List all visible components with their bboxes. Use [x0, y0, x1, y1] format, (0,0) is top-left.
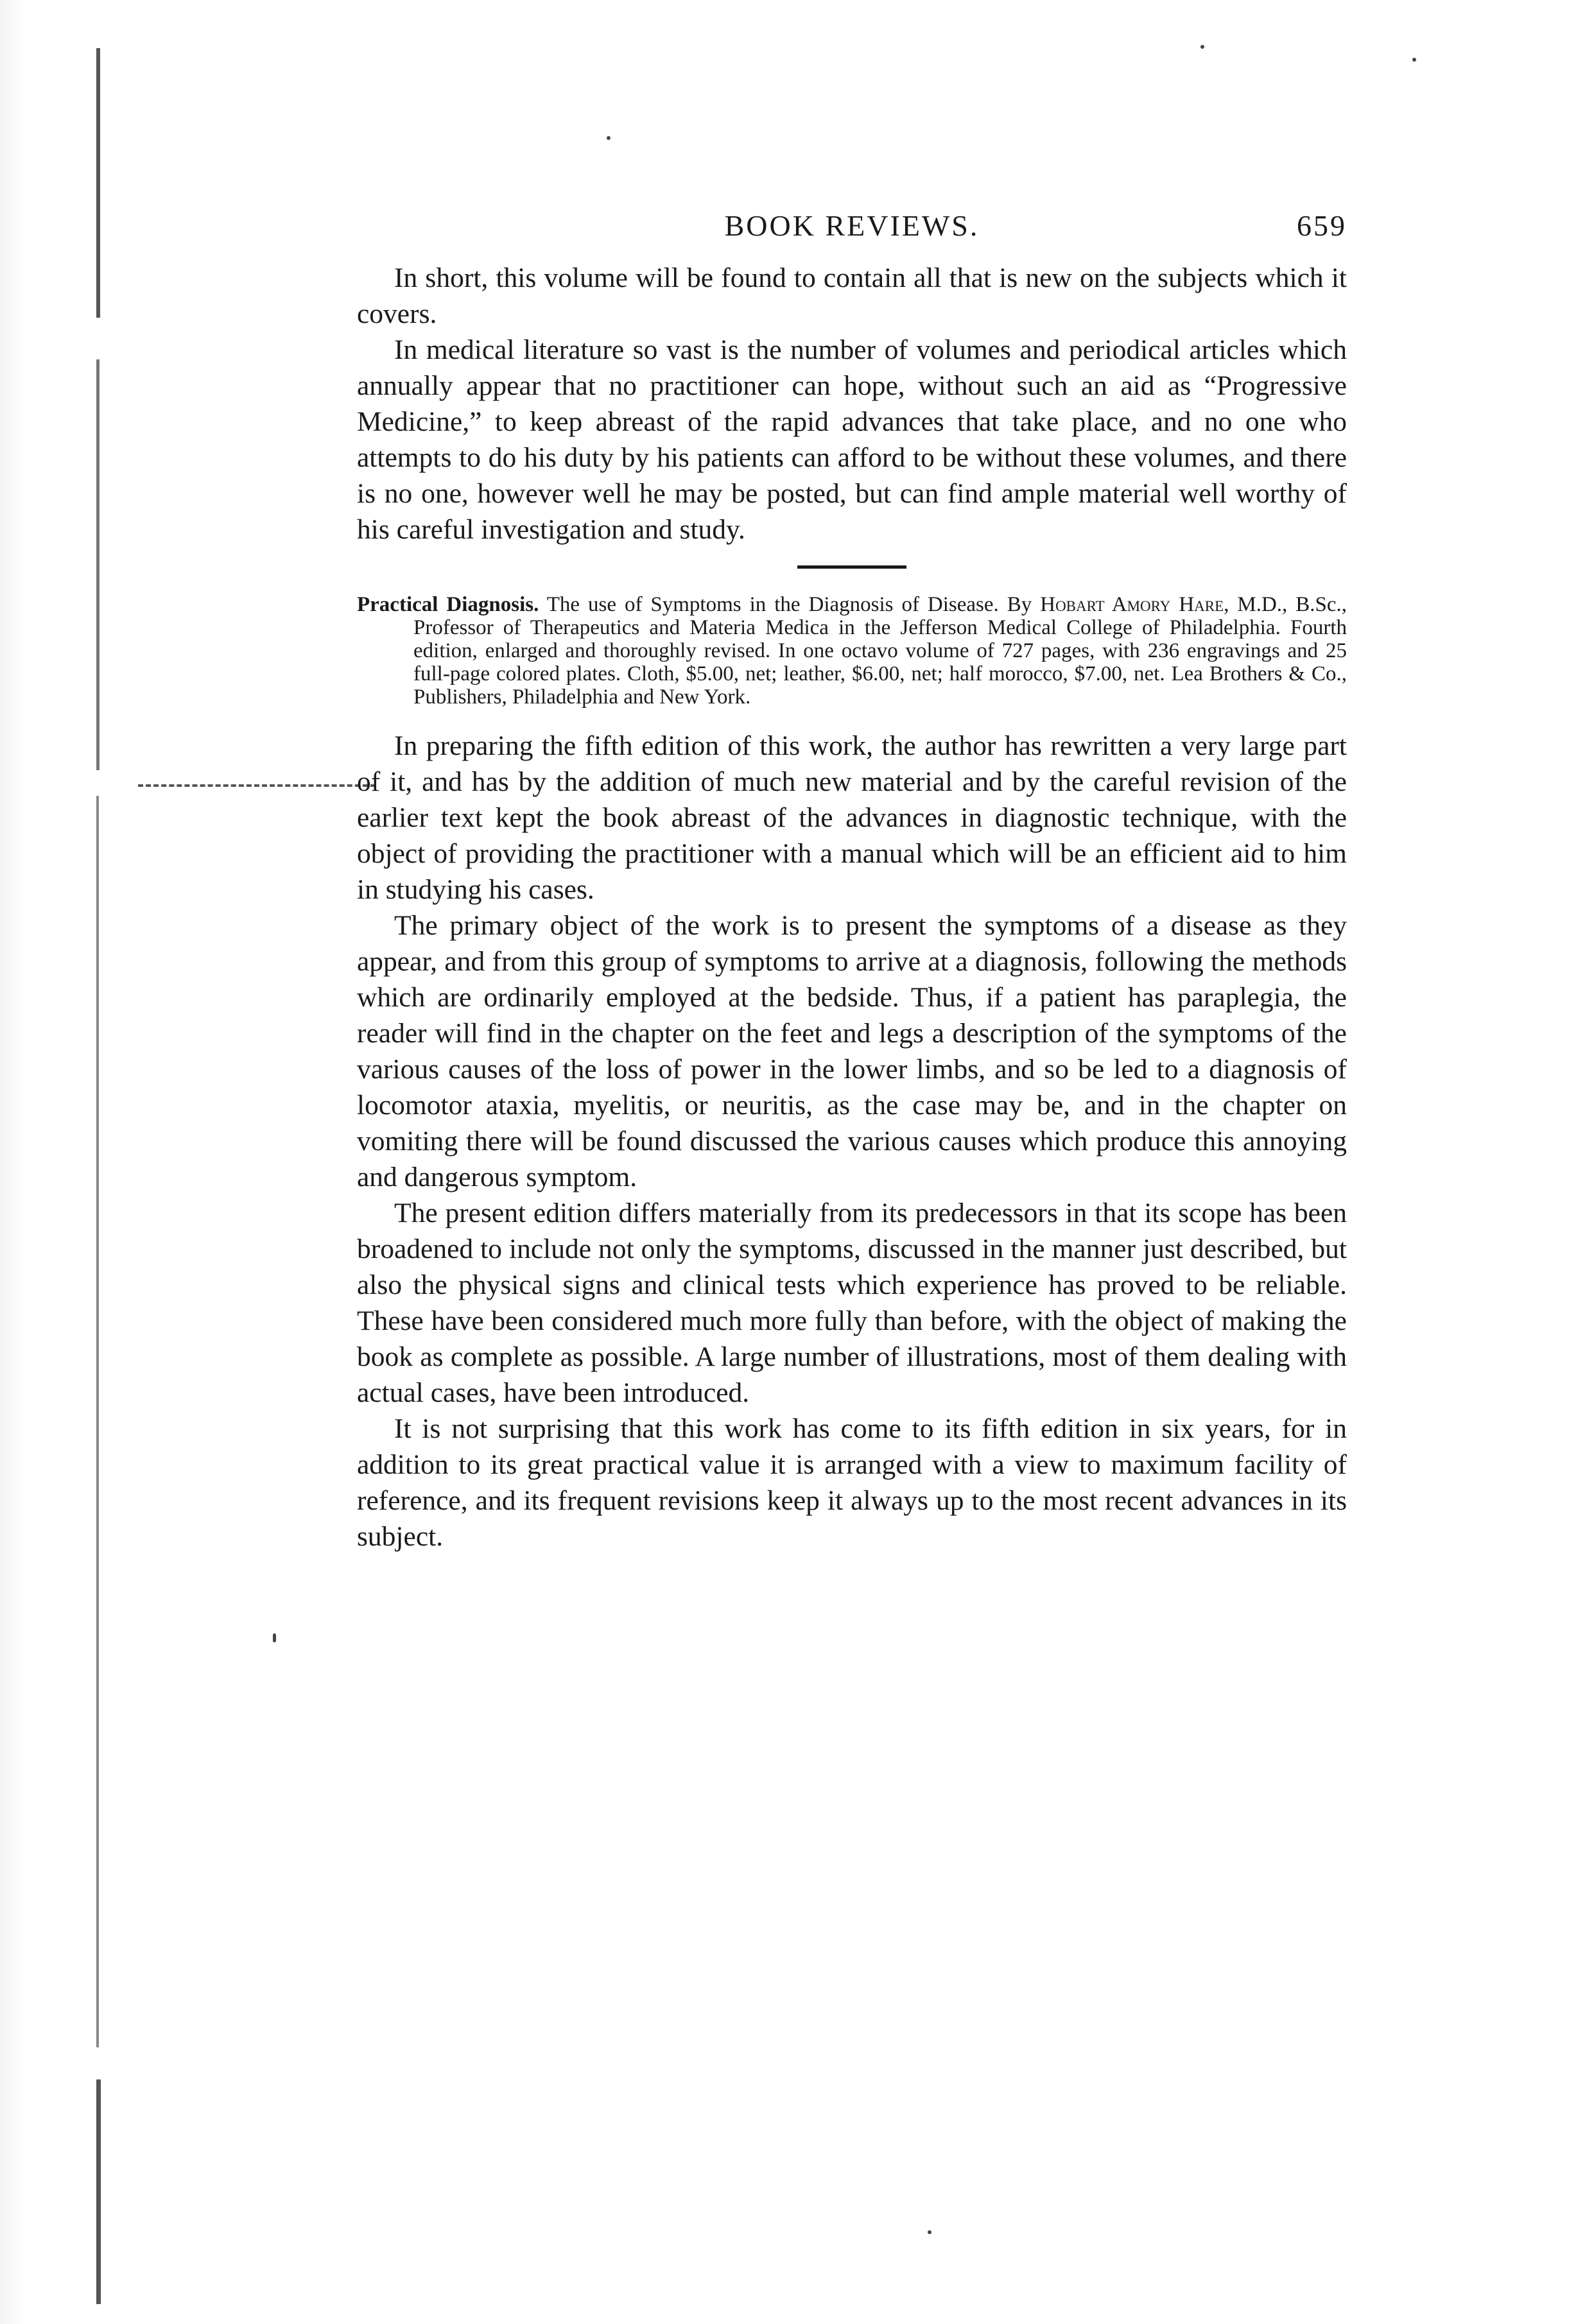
running-head-title: BOOK REVIEWS.	[724, 209, 980, 242]
author-details: , M.D., B.Sc., Professor of Therapeutics and Materia Medica in the Jefferson Medical College of Philadelphia. Fourth edition, enlarged and thoroughly revised. In one octavo volume of 727 pages, with 236 engravings and 25 full-page colored plates. Cloth, $5.00, net; leather, $6.00, net; half morocco, $7.00, net. Lea Brothers & Co., Publishers, Philadelphia and New York.	[413, 593, 1347, 709]
paragraph: In preparing the fifth edition of this work, the author has rewritten a very large part of it, and has by the addition of much new material and by the careful revision of the earlier text kept the book abreast of the advances in diagnostic technique, with the object of providing the practitioner with a manual which will be an efficient aid to him in studying his cases.	[357, 730, 1347, 905]
author-name: Hobart Amory Hare	[1040, 593, 1224, 616]
paragraph: In medical literature so vast is the number of volumes and periodical articles which annually appear that no practitioner can hope, without such an aid as “Progressive Medicine,” to keep abreast of the rapid advances that take place, and no one who attempts to do his duty by his patients can afford to be without these volumes, and there is no one, however well he may be posted, but can find ample material well worthy of his careful investigation and study.	[357, 334, 1347, 545]
print-speck	[1412, 58, 1416, 62]
paragraph: The present edition differs materially from its predecessors in that its scope has been broadened to include not only the symptoms, discussed in the manner just described, but also the physical signs and clinical tests which experience has proved to be reliable. These have been considered much more fully than before, with the object of making the book as complete as possible. A large number of illustrations, most of them dealing with actual cases, have been introduced.	[357, 1198, 1347, 1408]
print-speck	[928, 2230, 931, 2234]
book-citation	[357, 593, 1347, 709]
book-title: Practical Diagnosis.	[357, 593, 539, 616]
print-speck	[607, 136, 611, 140]
print-speck	[273, 1633, 276, 1642]
binding-edge	[0, 0, 26, 2324]
gutter-shadow	[96, 796, 99, 2047]
dashed-margin-mark	[138, 784, 376, 787]
book-subtitle: The use of Symptoms in the Diagnosis of Disease. By	[546, 593, 1032, 616]
page-content	[357, 209, 1347, 1554]
page-number: 659	[1297, 209, 1347, 242]
gutter-shadow	[96, 48, 100, 318]
section-divider	[797, 565, 906, 569]
print-speck	[1200, 45, 1204, 49]
running-head	[357, 209, 1347, 260]
paragraph: It is not surprising that this work has come to its fifth edition in six years, for in addition to its great practical value it is arranged with a view to maximum facility of reference, and its frequent revisions keep it always up to the most recent advances in its subject.	[357, 1413, 1347, 1552]
paragraph: The primary object of the work is to present the symptoms of a disease as they appear, and from this group of symptoms to arrive at a diagnosis, following the methods which are ordinarily employed at the bedside. Thus, if a patient has paraplegia, the reader will find in the chapter on the feet and legs a description of the symptoms of the various causes of the loss of power in the lower limbs, and so be led to a diagnosis of locomotor ataxia, myelitis, or neuritis, as the case may be, and in the chapter on vomiting there will be found discussed the various causes which produce this annoying and dangerous symptom.	[357, 910, 1347, 1192]
gutter-shadow	[96, 359, 100, 770]
paragraph: In short, this volume will be found to contain all that is new on the subjects which it covers.	[357, 263, 1347, 329]
gutter-shadow	[96, 2079, 101, 2304]
